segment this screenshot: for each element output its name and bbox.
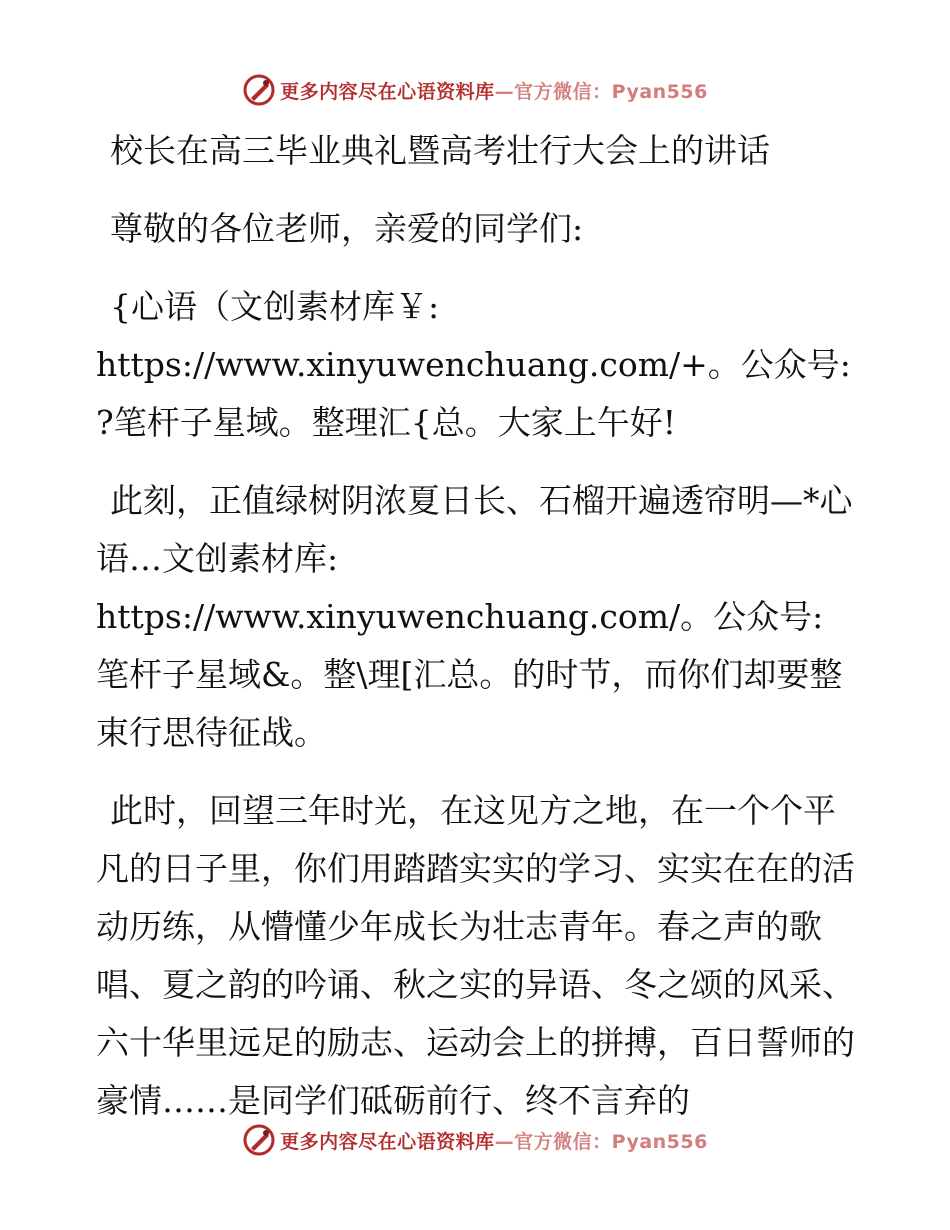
footer-banner-main: 更多内容尽在心语资料库 xyxy=(280,1130,495,1153)
document-title: 校长在高三毕业典礼暨高考壮行大会上的讲话 xyxy=(110,131,770,170)
brush-logo-icon xyxy=(242,1123,276,1157)
greeting: 尊敬的各位老师，亲爱的同学们: xyxy=(110,209,584,248)
paragraph-1: {心语（文创素材库￥: https://www.xinyuwenchuang.com/+。公众号: ?笔杆子星域。整理汇{总。大家上午好! xyxy=(96,287,851,442)
document-body xyxy=(96,122,856,1130)
footer-banner xyxy=(0,1120,950,1160)
footer-banner-sub: —官方微信：Pyan556 xyxy=(494,1130,708,1153)
header-banner-sub: —官方微信：Pyan556 xyxy=(494,80,708,103)
header-banner-main: 更多内容尽在心语资料库 xyxy=(280,80,495,103)
header-banner xyxy=(0,70,950,110)
brush-logo-icon xyxy=(242,73,276,107)
paragraph-3: 此时，回望三年时光，在这见方之地，在一个个平凡的日子里，你们用踏踏实实的学习、实实在在的活动历练，从懵懂少年成长为壮志青年。春之声的歌唱、夏之韵的吟诵、秋之实的异语、冬之颂的风采、六十华里远足的励志、运动会上的拼搏，百日誓师的豪情……是同学们砥砺前行、终不言弃的 xyxy=(96,791,855,1120)
paragraph-2: 此刻，正值绿树阴浓夏日长、石榴开遍透帘明—*心语…文创素材库: https://www.xinyuwenchuang.com/。公众号: 笔杆子星域&。整\理[汇总。的时节，而你们却要整束行思待征战。 xyxy=(96,481,853,752)
